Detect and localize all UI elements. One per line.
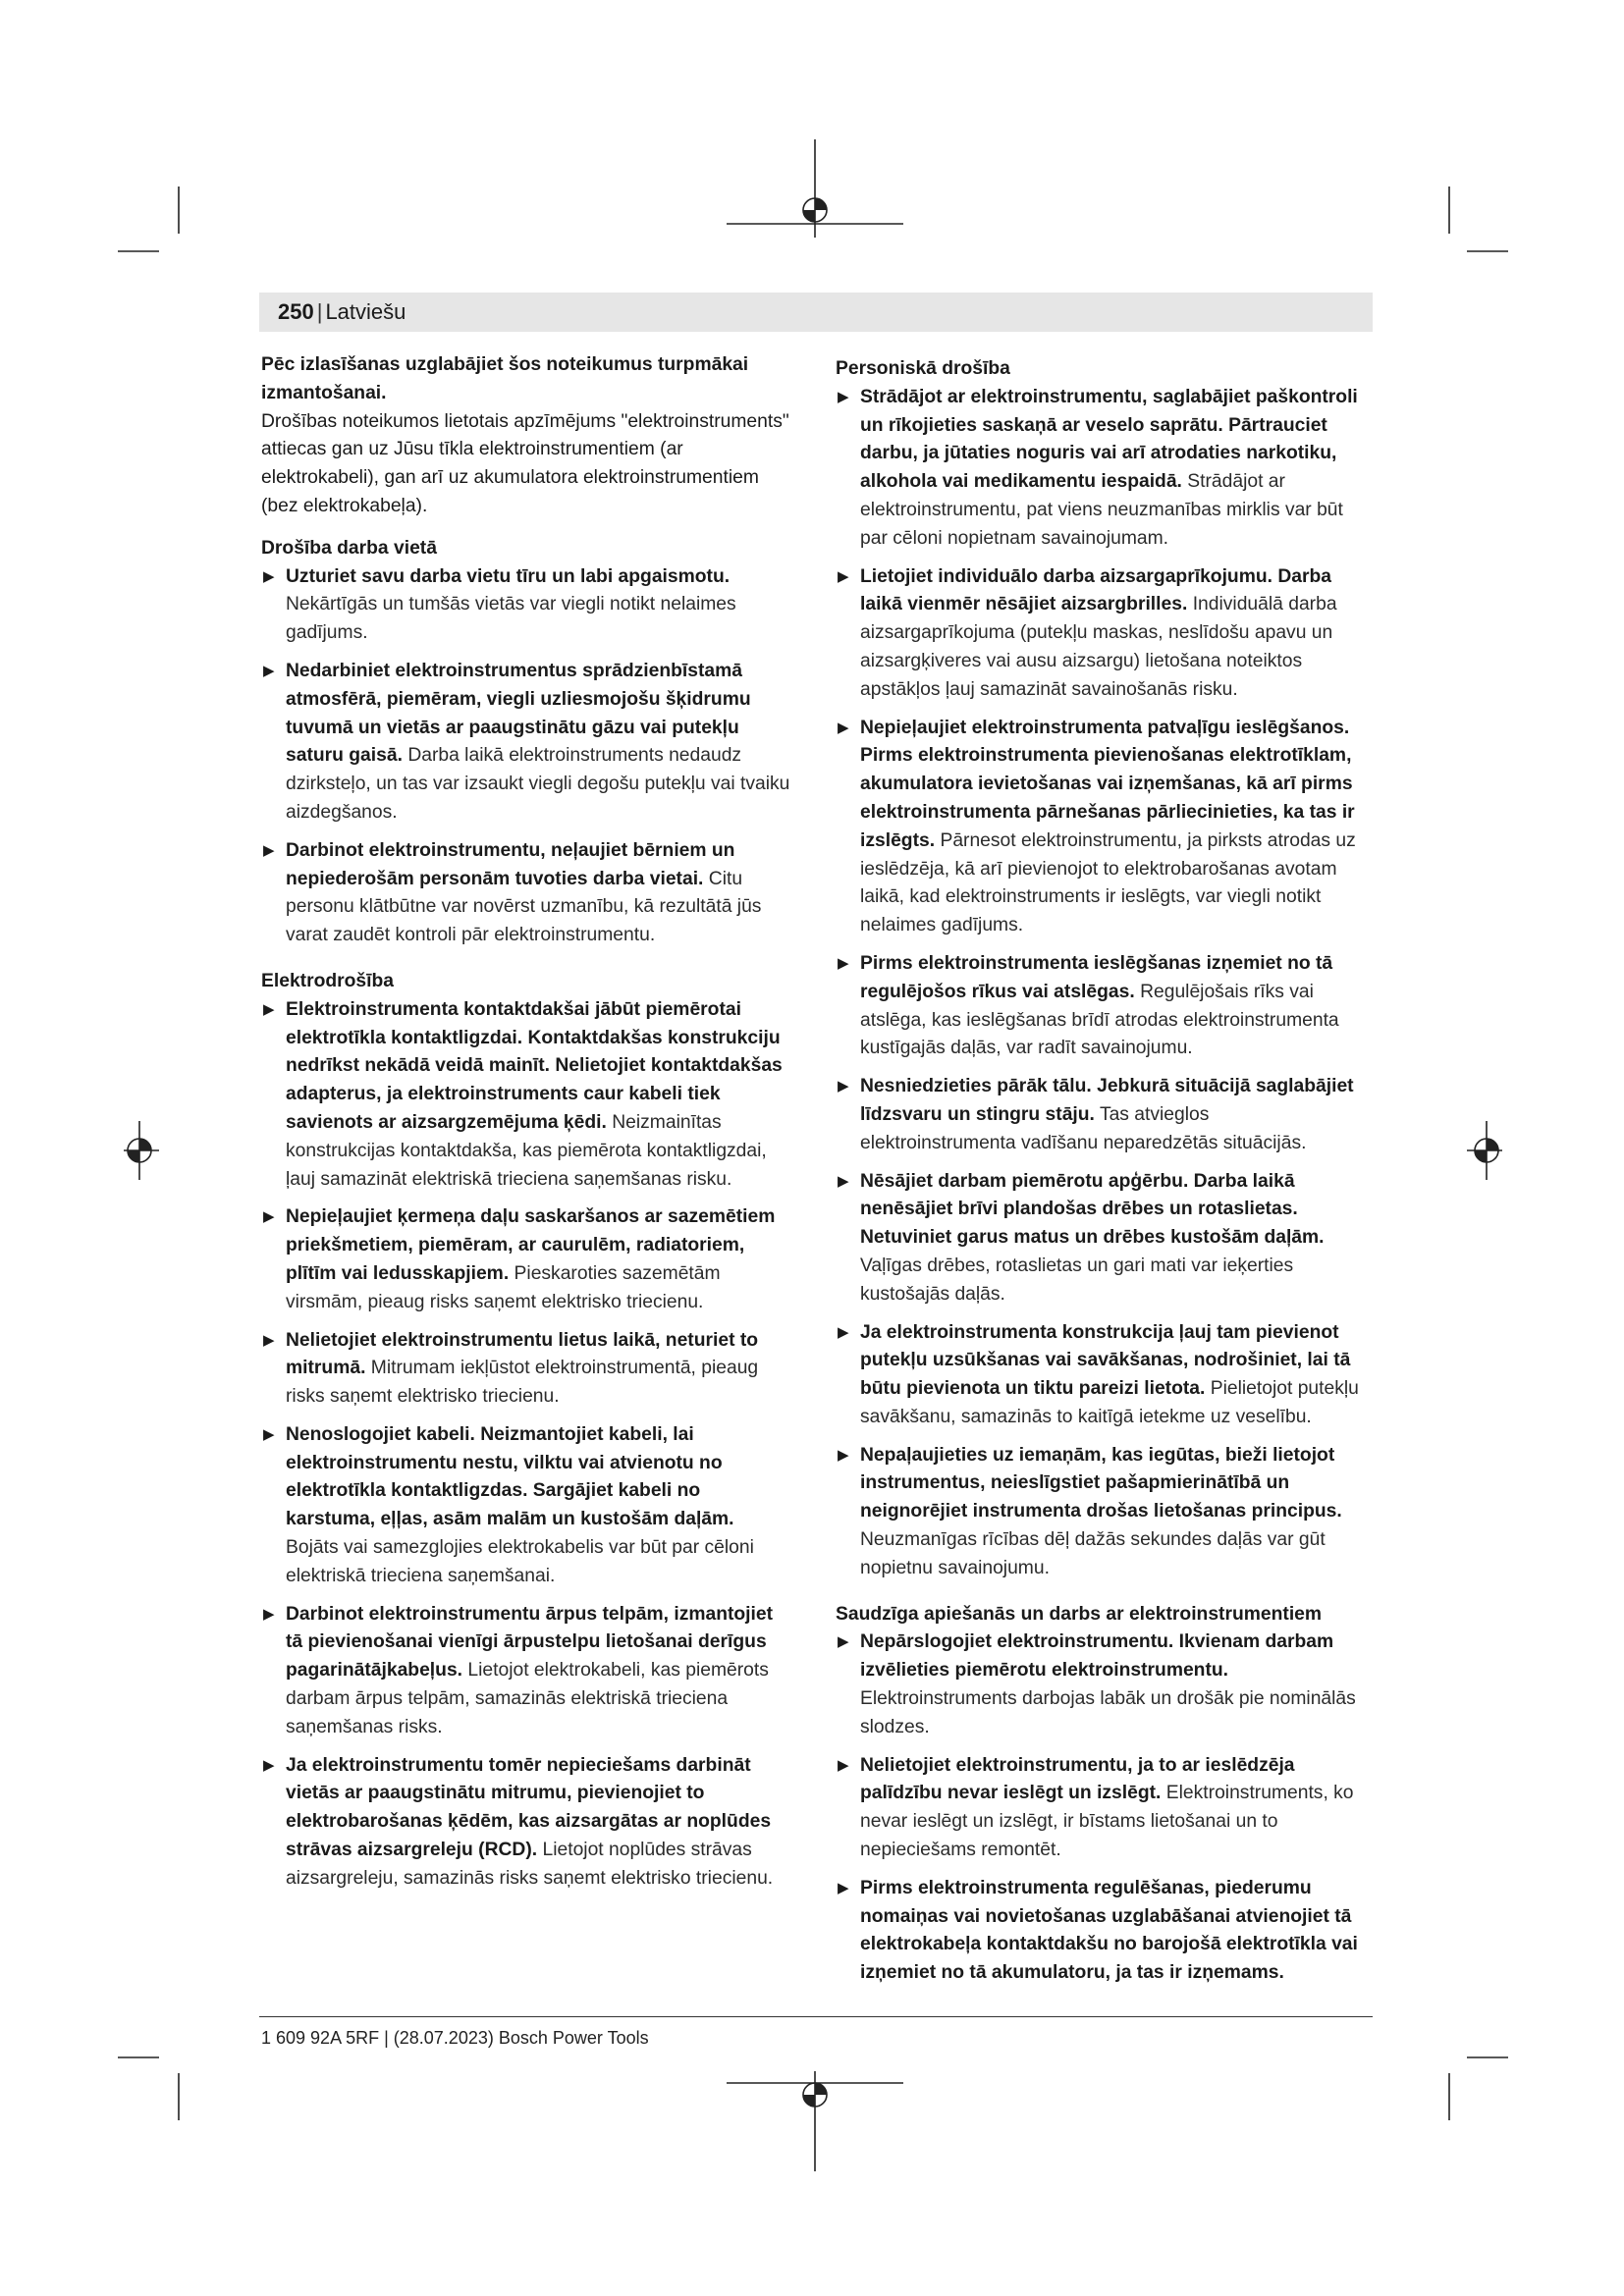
safety-item-explanation: Lietojot elektrokabeli, kas piemērots darbam ārpus telpām, samazinās elektriskā trieciena saņemšanas risks. [286,1660,769,1737]
safety-item-explanation: Nekārtīgās un tumšās vietās var viegli notikt nelaimes gadījums. [286,594,736,644]
safety-item-explanation: Pieskaroties sazemētām virsmām, pieaug risks saņemt elektrisko triecienu. [286,1262,721,1312]
safety-item-instruction: Pirms elektroinstrumenta regulēšanas, piederumu nomaiņas vai novietošanas uzglabāšanai atvienojiet tā elektrokabeļa kontaktdakšu no barojošā elektrotīkla vai izņemiet no tā akumulatoru, ja tas ir izņemams. [860,1877,1358,1984]
bullet-arrow-icon: ▶ [838,954,849,972]
safety-item-instruction: Lietojiet individuālo darba aizsargaprīkojumu. Darba laikā vienmēr nēsājiet aizsargbrilles. [860,565,1331,615]
safety-item-explanation: Strādājot ar elektroinstrumentu, pat viens neuzmanības mirklis var būt par cēloni nopietnam savainojumam. [860,471,1343,549]
bullet-arrow-icon: ▶ [263,1756,275,1774]
safety-item-instruction: Nedarbiniet elektroinstrumentus sprādzienbīstamā atmosfērā, piemēram, viegli uzliesmojošu šķidrumu tuvumā un vietās ar paaugstinātu gāzu vai putekļu saturu gaisā. [286,660,751,767]
safety-item-explanation: Citu personu klātbūtne var novērst uzmanību, kā rezultātā jūs varat zaudēt kontroli pār elektroinstrumentu. [286,868,762,946]
safety-item [261,1203,791,1316]
safety-item-instruction: Uzturiet savu darba vietu tīru un labi apgaismotu. [286,565,731,587]
safety-item-explanation: Vaļīgas drēbes, rotaslietas un gari mati var ieķerties kustošajās daļās. [860,1255,1294,1305]
safety-item [836,1073,1366,1157]
safety-item-instruction: Nepieļaujiet ķermeņa daļu saskaršanos ar sazemētiem priekšmetiem, piemēram, ar caurulēm, radiatoriem, plītīm vai ledusskapjiem. [286,1206,776,1284]
safety-item [836,1442,1366,1583]
right-sections [836,355,1366,1988]
safety-item [836,384,1366,554]
bullet-arrow-icon: ▶ [263,1605,275,1623]
safety-item-explanation: Elektroinstruments darbojas labāk un drošāk pie nominālās slodzes. [860,1688,1356,1737]
safety-item-instruction: Pirms elektroinstrumenta ieslēgšanas izņemiet no tā regulējošos rīkus vai atslēgas. [860,952,1333,1002]
safety-item [836,1319,1366,1432]
safety-item-instruction: Darbinot elektroinstrumentu ārpus telpām, izmantojiet tā pievienošanai vienīgi ārpustelpu lietošanai derīgus pagarinātājkabeļus. [286,1603,774,1682]
bullet-arrow-icon: ▶ [263,841,275,859]
safety-item [261,1752,791,1894]
safety-item [261,1421,791,1591]
safety-item-instruction: Darbinot elektroinstrumentu, neļaujiet bērniem un nepiederošām personām tuvoties darba vietai. [286,839,735,889]
bullet-arrow-icon: ▶ [838,1879,849,1896]
safety-item-explanation: Lietojot noplūdes strāvas aizsargreleju, samazinās risks saņemt elektrisko triecienu. [286,1840,774,1889]
bullet-arrow-icon: ▶ [838,1446,849,1464]
page-footer: 1 609 92A 5RF | (28.07.2023) Bosch Power Tools [261,2028,649,2048]
section-title: Drošība darba vietā [261,537,437,559]
section-title: Saudzīga apiešanās un darbs ar elektroinstrumentiem [836,1603,1323,1625]
safety-item-explanation: Neizmainītas konstrukcijas kontaktdakša, kas piemērota kontaktligzdai, ļauj samazināt elektriskā trieciena saņemšanas risku. [286,1111,767,1190]
safety-item-instruction: Elektroinstrumenta kontaktdakšai jābūt piemērotai elektrotīkla kontaktligzdai. Kontaktdakšas konstrukciju nedrīkst nekādā veidā mainīt. Nelietojiet kontaktdakšas adapterus, ja elektroinstruments caur kabeli tiek savienots ar aizsargzemējuma ķēdi. [286,998,783,1133]
safety-item [261,1327,791,1412]
bullet-arrow-icon: ▶ [838,719,849,736]
safety-item [261,658,791,828]
bullet-arrow-icon: ▶ [838,1172,849,1190]
safety-item-instruction: Nepieļaujiet elektroinstrumenta patvaļīgu ieslēgšanos. Pirms elektroinstrumenta pievienošanas elektrotīklam, akumulatora ievietošanas vai izņemšanas, kā arī pirms elektroinstrumenta pārnešanas pārliecinieties, ka tas ir izslēgts. [860,717,1355,851]
bullet-arrow-icon: ▶ [838,388,849,405]
safety-item [261,1601,791,1742]
safety-item [836,1168,1366,1309]
page-number: 250 [278,299,314,324]
bullet-arrow-icon: ▶ [263,1000,275,1018]
safety-item-explanation: Elektroinstruments, ko nevar ieslēgt un izslēgt, ir bīstams lietošanai un to nepieciešams remontēt. [860,1783,1354,1861]
safety-item-instruction: Nēsājiet darbam piemērotu apģērbu. Darba laikā nenēsājiet brīvi plandošas drēbes un rotaslietas. Netuviniet garus matus un drēbes kustošām daļām. [860,1170,1325,1249]
bullet-arrow-icon: ▶ [263,662,275,679]
footer-divider [259,2016,1373,2017]
safety-item-instruction: Nelietojiet elektroinstrumentu, ja to ar ieslēdzēja palīdzību nevar ieslēgt un izslēgt. [860,1754,1295,1804]
safety-item-instruction: Nenoslogojiet kabeli. Neizmantojiet kabeli, lai elektroinstrumentu nestu, vilktu vai atvienotu no elektrotīkla kontaktligzdas. Sargājiet kabeli no karstuma, eļļas, asām malām un kustošām daļām. [286,1423,734,1530]
intro-heading: Pēc izlasīšanas uzglabājiet šos noteikumus turpmākai izmantošanai. [261,354,749,403]
safety-item [836,715,1366,940]
safety-item-explanation: Darba laikā elektroinstruments nedaudz dzirksteļo, un tas var izsaukt viegli degošu putekļu vai tvaiku aizdegšanos. [286,745,790,823]
header-separator: | [316,299,323,324]
safety-item [836,1629,1366,1741]
bullet-arrow-icon: ▶ [838,1633,849,1651]
bullet-arrow-icon: ▶ [263,567,275,585]
header-language: Latviešu [325,299,406,324]
safety-item-explanation: Regulējošais rīks vai atslēga, kas ieslēgšanas brīdī atrodas elektroinstrumenta kustīgajās daļās, var radīt savainojumu. [860,981,1339,1059]
safety-item-explanation: Tas atvieglos elektroinstrumenta vadīšanu neparedzētās situācijās. [860,1103,1307,1153]
safety-item [836,950,1366,1063]
safety-item-instruction: Ja elektroinstrumenta konstrukcija ļauj tam pievienot putekļu uzsūkšanas vai savākšanas, nodrošiniet, lai tā būtu pievienota un tiktu pareizi lietota. [860,1321,1351,1400]
section-title: Personiskā drošība [836,358,1010,379]
section-gap [261,960,791,964]
safety-item [836,1875,1366,1988]
safety-item-instruction: Strādājot ar elektroinstrumentu, saglabājiet paškontroli un rīkojieties saskaņā ar veselo saprātu. Pārtrauciet darbu, ja jūtaties noguris vai arī atrodaties narkotiku, alkohola vai medikamentu iespaidā. [860,386,1358,493]
safety-item-explanation: Pielietojot putekļu savākšanu, samazinās to kaitīgā ietekme uz veselību. [860,1378,1359,1427]
intro-text: Drošības noteikumos lietotais apzīmējums "elektroinstruments" attiecas gan uz Jūsu tīkla elektroinstrumentiem (ar elektrokabeli), gan arī uz akumulatora elektroinstrumentiem (bez elektrokabeļa). [261,410,789,516]
safety-item-explanation: Mitrumam iekļūstot elektroinstrumentā, pieaug risks saņemt elektrisko triecienu. [286,1358,759,1408]
bullet-arrow-icon: ▶ [263,1208,275,1226]
bullet-arrow-icon: ▶ [263,1331,275,1349]
page-header [259,293,1373,332]
safety-item [836,563,1366,705]
safety-item-explanation: Pārnesot elektroinstrumentu, ja pirksts atrodas uz ieslēdzēja, kā arī pievienojot to elektrobarošanas avotam laikā, kad elektroinstruments ir ieslēgts, var viegli notikt nelaimes gadījums. [860,829,1356,936]
safety-item-instruction: Nepaļaujieties uz iemaņām, kas iegūtas, bieži lietojot instrumentus, neieslīgstiet pašapmierinātībā un neignorējiet instrumenta drošas lietošanas principus. [860,1444,1342,1522]
right-column [836,351,1366,1998]
bullet-arrow-icon: ▶ [838,1078,849,1095]
safety-item-explanation: Bojāts vai samezglojies elektrokabelis var būt par cēloni elektriskā trieciena saņemšanai. [286,1537,754,1586]
safety-item [836,1752,1366,1865]
safety-item-instruction: Nepārslogojiet elektroinstrumentu. Ikvienam darbam izvēlieties piemērotu elektroinstrumentu. [860,1631,1334,1682]
safety-item-explanation: Neuzmanīgas rīcības dēļ dažās sekundes daļās var gūt nopietnu savainojumu. [860,1529,1326,1578]
safety-item-instruction: Ja elektroinstrumentu tomēr nepieciešams darbināt vietās ar paaugstinātu mitrumu, pievienojiet to elektrobarošanas ķēdēm, kas aizsargātas ar noplūdes strāvas aizsargreleju (RCD). [286,1754,772,1861]
safety-item-instruction: Nelietojiet elektroinstrumentu lietus laikā, neturiet to mitrumā. [286,1329,759,1379]
left-column [261,351,791,1903]
safety-item [261,996,791,1195]
bullet-arrow-icon: ▶ [838,1323,849,1341]
section-title: Elektrodrošība [261,970,395,991]
bullet-arrow-icon: ▶ [263,1425,275,1443]
safety-item-explanation: Individuālā darba aizsargaprīkojuma (putekļu maskas, neslīdošu apavu un aizsargķiveres vai ausu aizsargu) lietošana noteiktos apstākļos ļauj samazināt savainošanās risku. [860,594,1337,700]
bullet-arrow-icon: ▶ [838,1756,849,1774]
bullet-arrow-icon: ▶ [838,567,849,585]
safety-item [261,563,791,648]
safety-item-instruction: Nesniedzieties pārāk tālu. Jebkurā situācijā saglabājiet līdzsvaru un stingru stāju. [860,1076,1354,1125]
safety-item [261,837,791,950]
left-sections [261,535,791,1894]
section-gap [836,1593,1366,1597]
